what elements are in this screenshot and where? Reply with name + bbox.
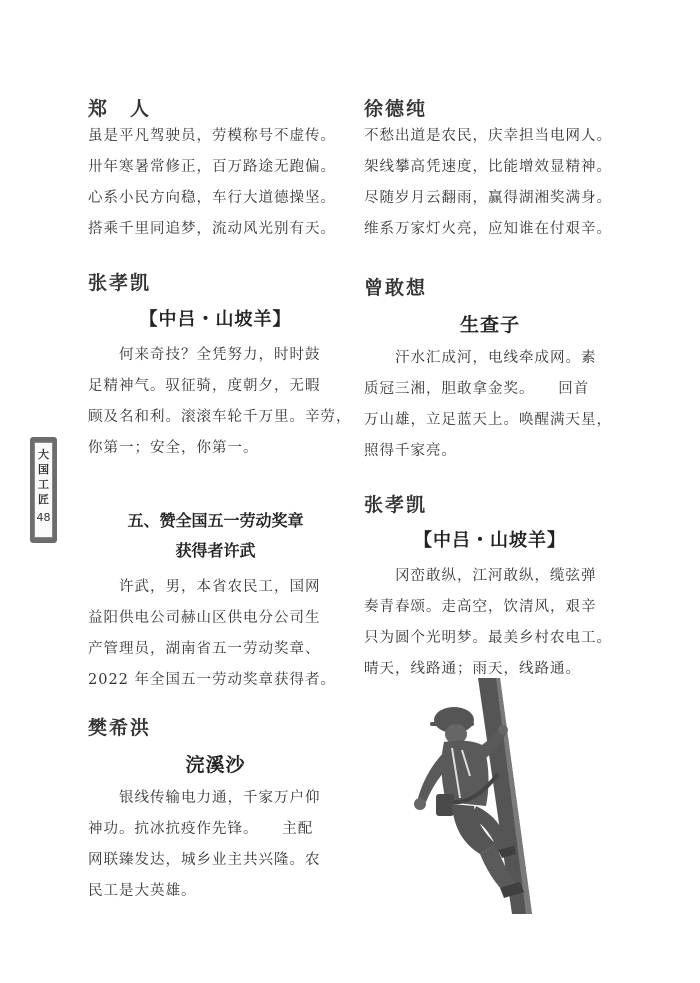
right-poem-3 <box>364 490 427 517</box>
poem-line: 搭乘千里同追梦，流动风光别有天。 <box>88 221 336 237</box>
poem-line: 不愁出道是农民，庆幸担当电网人。 <box>364 128 612 144</box>
poem-line: 架线攀高凭速度，比能增效显精神。 <box>364 159 612 175</box>
poem-line: 顾及名和利。滚滚车轮千万里。辛劳， <box>88 409 352 425</box>
poem-line: 维系万家灯火亮，应知谁在付艰辛。 <box>364 221 612 237</box>
poem-line: 虽是平凡驾驶员，劳模称号不虚传。 <box>88 128 336 144</box>
tab-char: 国 <box>38 463 49 476</box>
lineman-climbing-pole-illustration <box>400 678 560 918</box>
tab-char: 匠 <box>38 493 49 506</box>
poem-line: 只为圆个光明梦。最美乡村农电工。 <box>364 630 612 646</box>
right-poem-1 <box>364 94 427 121</box>
poem-line: 卅年寒暑常修正，百万路途无跑偏。 <box>88 159 336 175</box>
poem-line: 晴天，线路通；雨天，线路通。 <box>364 661 581 677</box>
poem-author: 张孝凯 <box>364 494 428 516</box>
tab-char: 工 <box>38 478 49 491</box>
section-line: 2022 年全国五一劳动奖章获得者。 <box>88 672 337 688</box>
poem-line: 网联臻发达，城乡业主共兴隆。农 <box>88 852 321 868</box>
section-line: 益阳供电公司赫山区供电分公司生 <box>88 610 321 626</box>
poem-author: 曾敢想 <box>364 277 428 299</box>
left-poem-1 <box>88 94 151 121</box>
right-poem-3-body <box>364 561 612 685</box>
poem-line: 足精神气。驭征骑，度朝夕，无暇 <box>88 378 321 394</box>
poem-author: 徐德纯 <box>364 98 428 120</box>
tab-char: 大 <box>38 448 49 461</box>
poem-author: 张孝凯 <box>88 272 152 294</box>
right-poem-2 <box>364 273 427 300</box>
left-poem-3-body <box>88 783 321 907</box>
poem-line: 银线传输电力通，千家万户仰 <box>88 790 321 806</box>
right-poem-3-tune <box>364 526 616 552</box>
poem-line: 奏青春颂。走高空，饮清风，艰辛 <box>364 599 597 615</box>
section-title-line: 获得者许武 <box>175 541 256 560</box>
tune-title: 【中吕・山坡羊】 <box>414 530 566 551</box>
section-heading <box>88 506 343 566</box>
left-poem-3 <box>88 713 151 740</box>
poem-line: 冈峦敢纵，江河敢纵，缆弦弹 <box>364 568 597 584</box>
tune-title: 【中吕・山坡羊】 <box>139 309 292 330</box>
right-poem-2-body <box>364 343 612 467</box>
poem-line: 尽随岁月云翻雨，赢得湖湘奖满身。 <box>364 190 612 206</box>
page-number: 48 <box>36 511 51 524</box>
section-body <box>88 572 336 696</box>
left-poem-1-body <box>88 121 336 245</box>
left-poem-2-tune <box>88 305 343 331</box>
section-title-line: 五、赞全国五一劳动奖章 <box>127 511 304 530</box>
poem-line: 照得千家亮。 <box>364 443 457 459</box>
poem-author: 郑 人 <box>88 98 152 120</box>
left-poem-2-body <box>88 340 352 464</box>
poem-line: 心系小民方向稳，车行大道德操坚。 <box>88 190 336 206</box>
left-poem-3-tune <box>88 750 343 777</box>
poem-line: 何来奇技？全凭努力，时时鼓 <box>88 347 321 363</box>
tune-title: 浣溪沙 <box>185 754 246 776</box>
section-line: 许武，男，本省农民工，国网 <box>88 579 321 595</box>
chapter-tab <box>30 437 57 543</box>
poem-line: 神功。抗冰抗疫作先锋。 主配 <box>88 821 314 837</box>
poem-author: 樊希洪 <box>88 717 152 739</box>
tune-title: 生查子 <box>459 314 520 336</box>
poem-line: 质冠三湘，胆敢拿金奖。 回首 <box>364 381 590 397</box>
poem-line: 民工是大英雄。 <box>88 883 197 899</box>
left-poem-2 <box>88 268 151 295</box>
right-poem-1-body <box>364 121 612 245</box>
section-line: 产管理员，湖南省五一劳动奖章、 <box>88 641 321 657</box>
poem-line: 你第一；安全，你第一。 <box>88 440 259 456</box>
poem-line: 汗水汇成河，电线牵成网。素 <box>364 350 597 366</box>
right-poem-2-tune <box>364 310 616 337</box>
poem-line: 万山雄，立足蓝天上。唤醒满天星， <box>364 412 612 428</box>
